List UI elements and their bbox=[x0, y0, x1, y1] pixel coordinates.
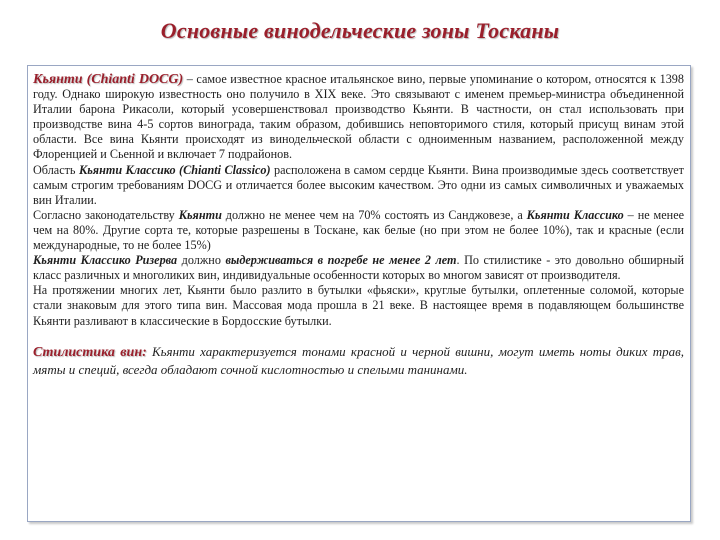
paragraph-chianti-classico bbox=[33, 163, 684, 208]
term-chianti: Кьянти bbox=[178, 207, 222, 222]
paragraph-text: – не менее чем на 80%. Другие сорта те, которые разрешены в Тоскане, как белые (но при этом не более 10%), так и красные (если международные, то не более 15%) bbox=[33, 207, 685, 253]
term-aging: выдерживаться в погребе не менее 2 лет bbox=[225, 253, 457, 268]
paragraph-text: должно не менее чем на 70% состоять из Санджовезе, а bbox=[221, 207, 527, 222]
term-chianti: Кьянти (Chianti DOCG) bbox=[33, 72, 184, 87]
body-text bbox=[33, 72, 684, 329]
paragraph-text: расположена в самом сердце Кьянти. Вина производимые здесь соответствует самым строгим требованиям DOCG и отличается более высоким качеством. Это одни из самых символичных и уважаемых вин Италии. bbox=[33, 162, 684, 207]
term-chianti-classico: Кьянти Классико (Chianti Classico) bbox=[78, 162, 271, 177]
paragraph-text: Согласно законодательству bbox=[33, 207, 179, 222]
paragraph-chianti bbox=[33, 72, 684, 163]
paragraph-style bbox=[33, 343, 684, 378]
paragraph-bottles bbox=[33, 283, 684, 328]
term-chianti-classico: Кьянти Классико bbox=[526, 207, 624, 222]
paragraph-text: – самое известное красное итальянское вино, первые упоминание о котором, относятся к 1398 году. Однако широкую известность оно получило в XIX веке. Это связывают с именем премьер-министра объединенной Италии барона Рикасоли, который усовершенствовал производство Кьянти. В частности, он стал использовать при производстве вина 4-5 сортов винограда, таким образом, добившись неповторимого стиля, который присущ винам этой области. Все вина Кьянти происходят из винодельческой области с одноименным названием, расположенной между Флоренцией и Сьенной и включает 7 подрайонов. bbox=[33, 72, 684, 162]
paragraph-text: должно bbox=[177, 253, 226, 268]
paragraph-text: На протяжении многих лет, Кьянти было разлито в бутылки «фьяски», круглые бутылки, оплетенные соломой, которые стали знаковым для этого типа вин. Массовая мода прошла в 21 веке. В настоящее время в подавляющем большинстве Кьянти разливают в классические в Бордосские бутылки. bbox=[33, 283, 684, 328]
paragraph-text: . По стилистике - это довольно обширный класс различных и многоликих вин, индивидуальные особенности которых во многом зависят от производителя. bbox=[33, 253, 684, 283]
paragraph-riserva bbox=[33, 253, 684, 283]
style-label: Стилистика вин: bbox=[33, 344, 147, 360]
style-text: Кьянти характеризуется тонами красной и черной вишни, могут иметь ноты диких трав, мяты и специй, всегда обладают сочной кислотностью и спелыми танинами. bbox=[33, 343, 684, 377]
paragraph-text: Область bbox=[33, 162, 79, 177]
term-riserva: Кьянти Классико Ризерва bbox=[33, 253, 178, 268]
content-card bbox=[27, 65, 691, 522]
paragraph-legislation bbox=[33, 208, 684, 253]
page-title: Основные винодельческие зоны Тосканы bbox=[160, 18, 560, 43]
